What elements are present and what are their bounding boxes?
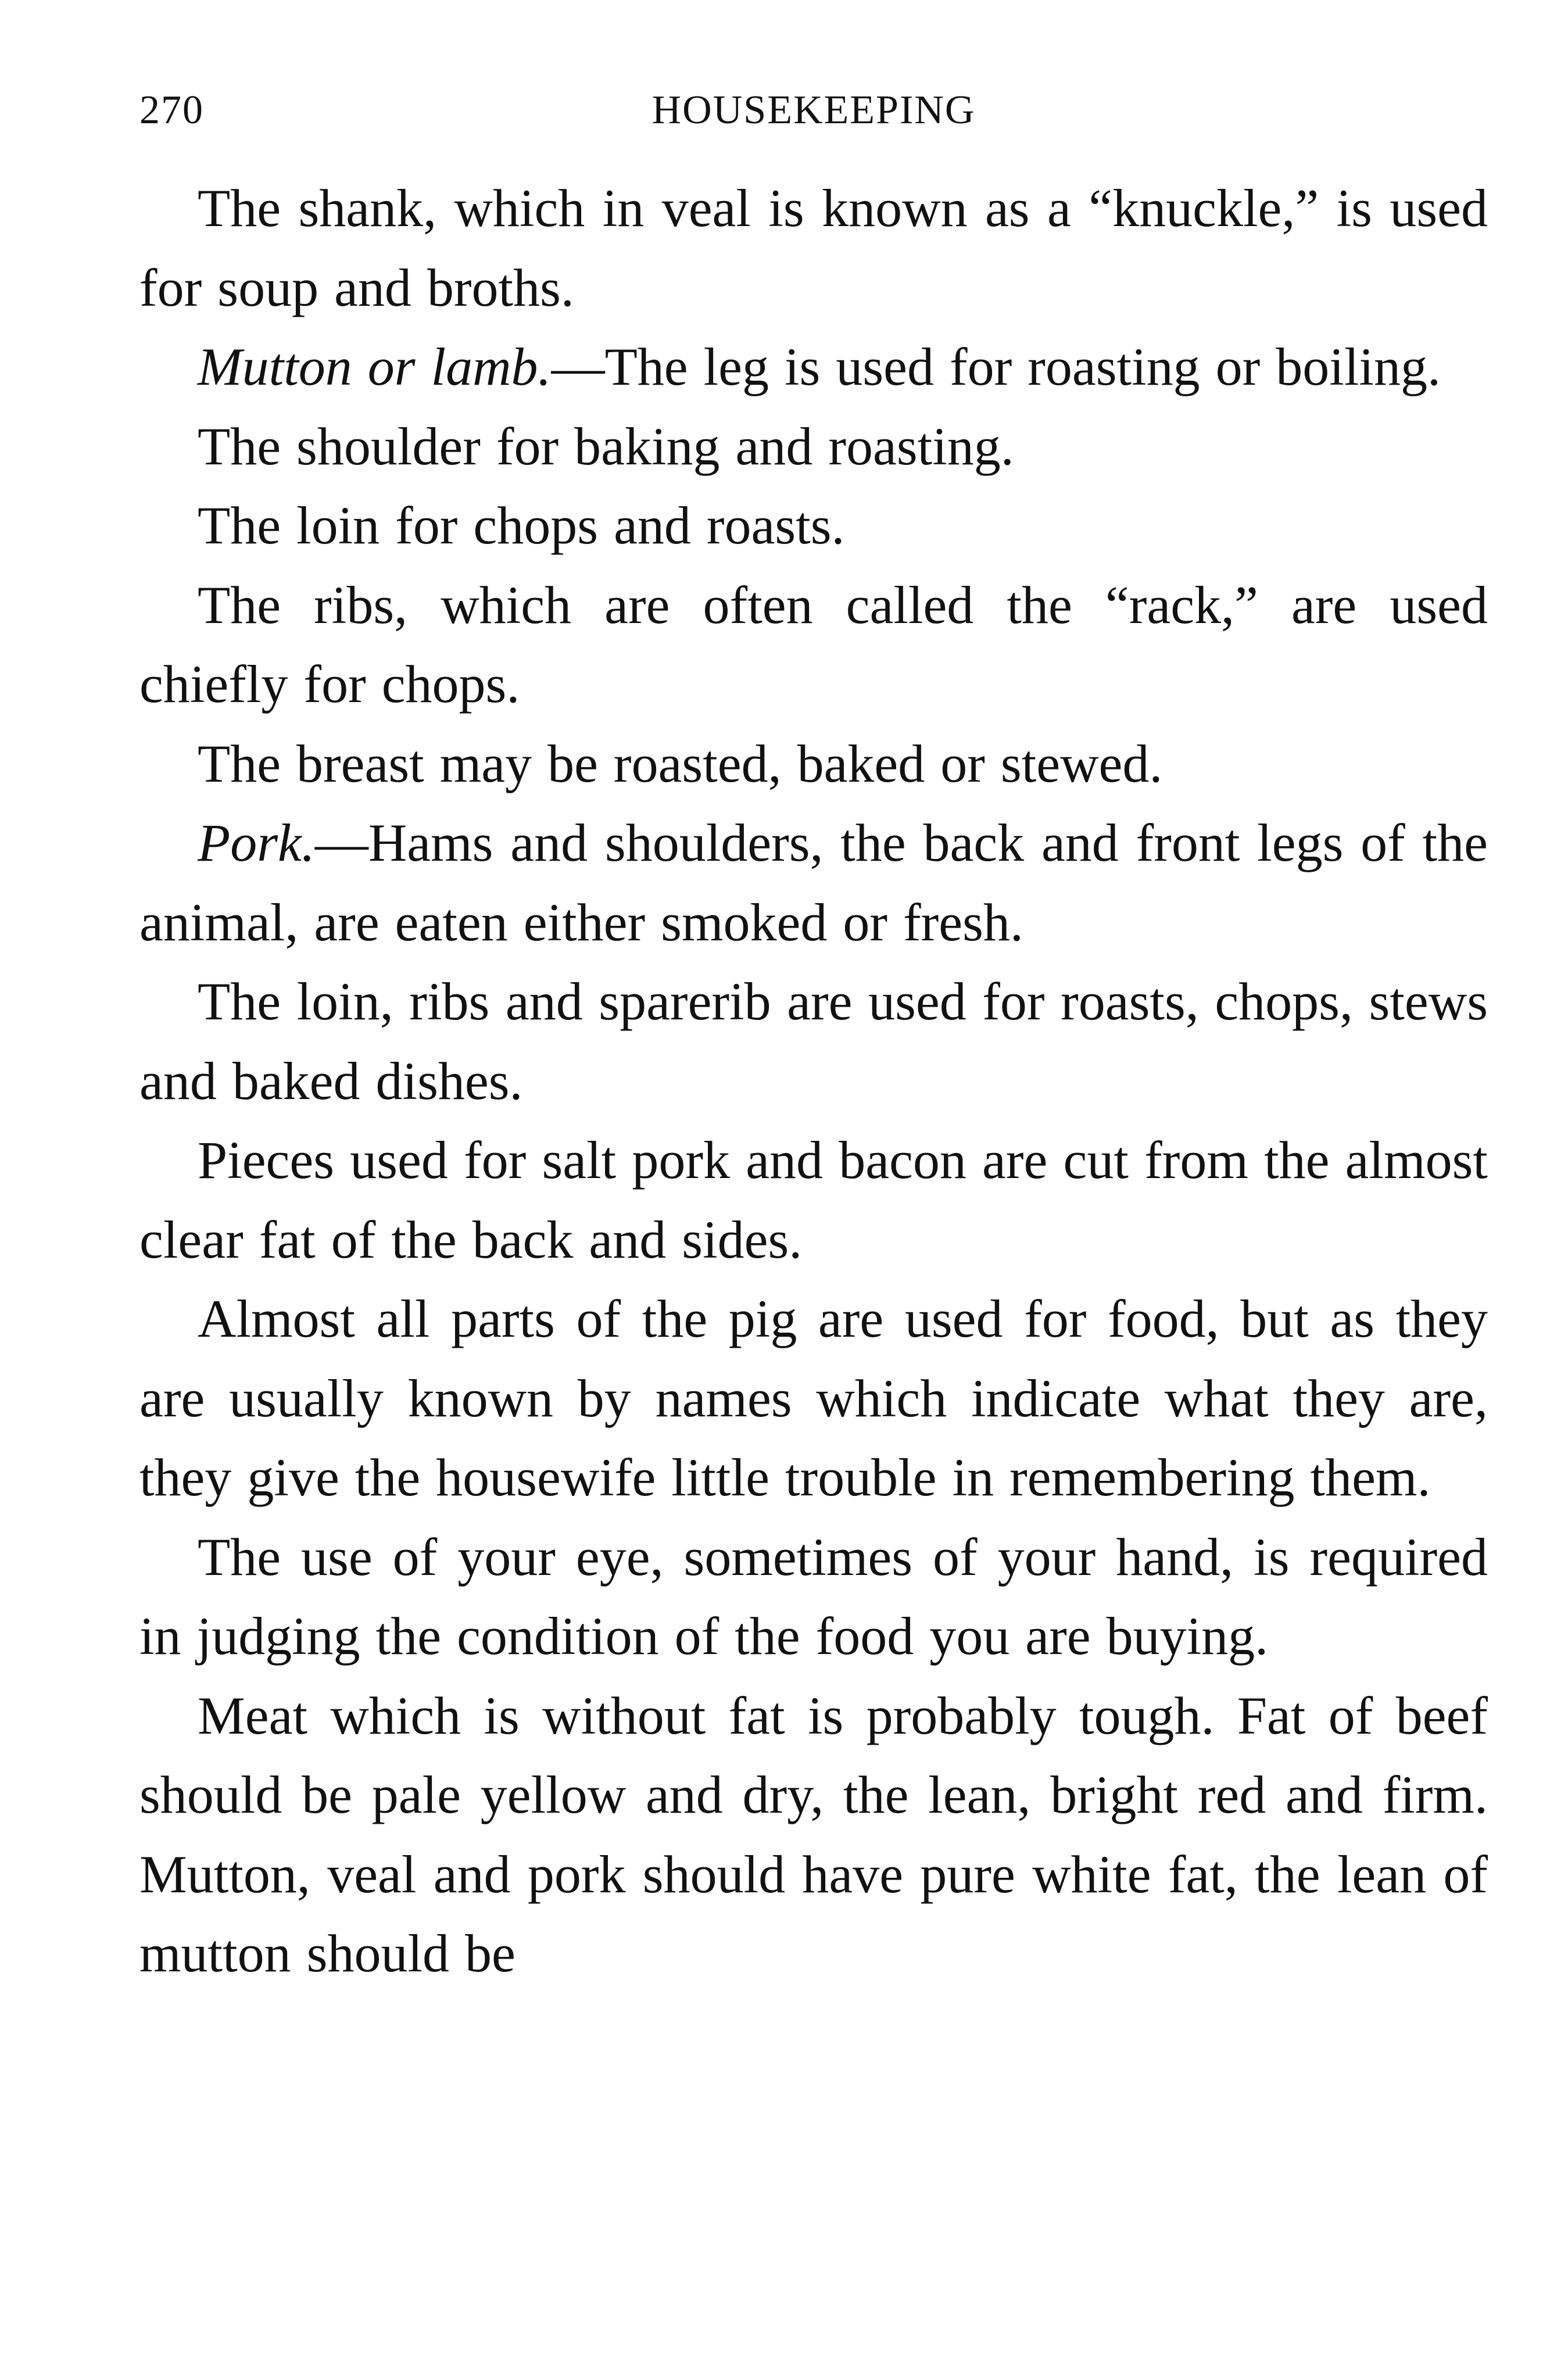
page-number: 270 <box>139 88 204 133</box>
paragraph <box>139 486 1488 565</box>
paragraph <box>139 327 1488 407</box>
paragraph-text: Almost all parts of the pig are used for food, but as they are usually known by names which indicate what they are, they give the housewife little trouble in remembering them. <box>139 1289 1488 1507</box>
book-page <box>139 87 1488 2325</box>
body-text <box>139 169 1488 1993</box>
paragraph-text: The ribs, which are often called the “rack,” are used chiefly for chops. <box>139 575 1488 714</box>
paragraph-text: The breast may be roasted, baked or stewed. <box>198 733 1163 793</box>
paragraph <box>139 1121 1488 1279</box>
paragraph-lead: Mutton or lamb. <box>198 337 552 396</box>
paragraph-lead: Pork. <box>198 813 315 872</box>
paragraph-text: Meat which is without fat is probably tough. Fat of beef should be pale yellow and dry, the lean, bright red and firm. Mutton, veal and pork should have pure white fat, the lean of mutton should be <box>139 1685 1488 1983</box>
paragraph-text: —The leg is used for roasting or boiling. <box>551 337 1441 396</box>
paragraph <box>139 962 1488 1121</box>
paragraph <box>139 724 1488 804</box>
running-title: HOUSEKEEPING <box>651 88 976 133</box>
paragraph-text: The loin, ribs and sparerib are used for roasts, chops, stews and baked dishes. <box>139 972 1488 1111</box>
paragraph-text: The shank, which in veal is known as a “knuckle,” is used for soup and broths. <box>139 178 1488 317</box>
paragraph <box>139 169 1488 327</box>
paragraph <box>139 803 1488 962</box>
paragraph-text: The loin for chops and roasts. <box>198 496 845 555</box>
paragraph-text: Pieces used for salt pork and bacon are cut from the almost clear fat of the back and sides. <box>139 1130 1488 1269</box>
paragraph <box>139 1279 1488 1517</box>
paragraph <box>139 1517 1488 1676</box>
paragraph-text: The shoulder for baking and roasting. <box>198 416 1014 476</box>
paragraph <box>139 565 1488 724</box>
running-head <box>139 87 1488 151</box>
paragraph <box>139 1676 1488 1993</box>
paragraph-text: —Hams and shoulders, the back and front legs of the animal, are eaten either smoked or fresh. <box>139 813 1488 952</box>
paragraph <box>139 407 1488 486</box>
paragraph-text: The use of your eye, sometimes of your hand, is required in judging the condition of the food you are buying. <box>139 1527 1488 1666</box>
